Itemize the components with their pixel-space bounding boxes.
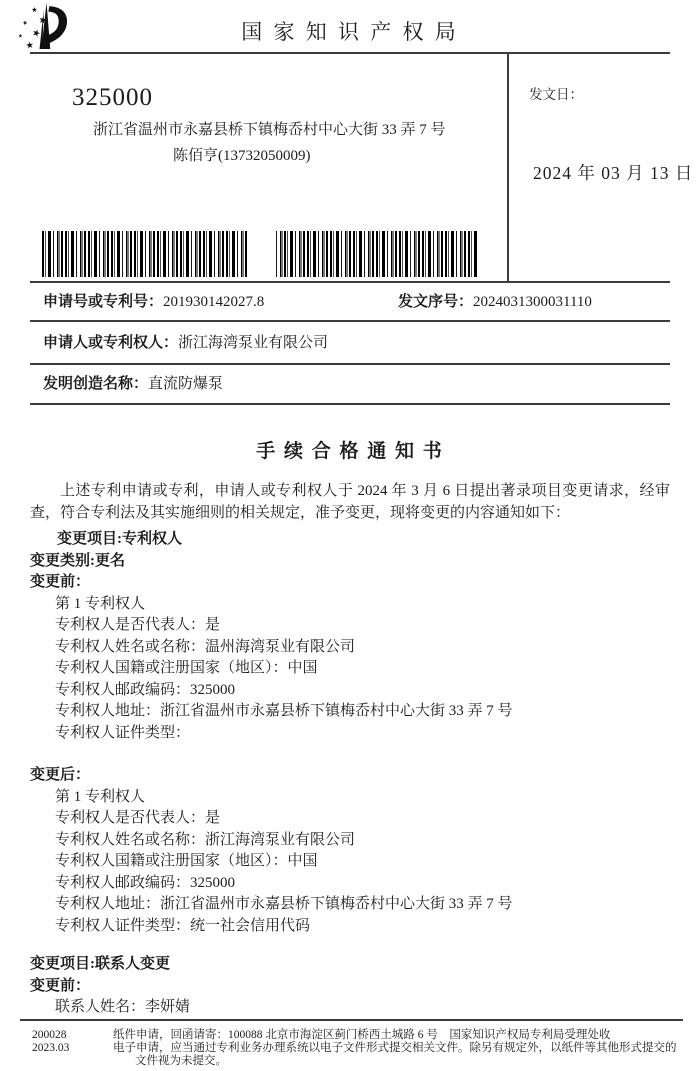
footer-note-line: 文件视为未提交。 <box>135 1055 227 1067</box>
agency-title: 国 家 知 识 产 权 局 <box>241 20 459 44</box>
recipient-postal-code: 325000 <box>72 84 153 111</box>
after-line: 专利权人姓名或名称：浙江海湾泵业有限公司 <box>55 831 356 848</box>
change-category-label: 变更类别:更名 <box>30 552 125 569</box>
after-line: 专利权人证件类型：统一社会信用代码 <box>55 917 311 934</box>
form-code: 200028 <box>32 1029 67 1041</box>
after-line: 第 1 专利权人 <box>55 788 146 805</box>
before-line: 专利权人姓名或名称：温州海湾泵业有限公司 <box>55 638 356 655</box>
notice-info-table <box>30 52 694 405</box>
form-code-block <box>20 1029 113 1068</box>
serial-number-value: 2024031300031110 <box>473 294 592 310</box>
invention-title-label: 发明创造名称： <box>43 376 149 392</box>
change-before-label: 变更前： <box>30 574 91 590</box>
change-item-2-label: 变更项目:联系人变更 <box>30 956 170 972</box>
recipient-address: 浙江省温州市永嘉县桥下镇梅岙村中心大街 33 弄 7 号 <box>93 122 446 138</box>
application-number-row <box>30 283 670 322</box>
contact-before-line: 联系人姓名：李妍婧 <box>55 999 191 1015</box>
recipient-block <box>30 54 507 281</box>
footer-note-line: 电子申请，应当通过专利业务办理系统以电子文件形式提交相关文件。除另有规定外，以纸件等其他形式提交的 <box>113 1042 677 1054</box>
contact-before-list <box>30 997 670 1019</box>
after-line: 专利权人地址：浙江省温州市永嘉县桥下镇梅岙村中心大街 33 弄 7 号 <box>55 896 513 912</box>
form-version: 2023.03 <box>32 1042 70 1054</box>
before-line: 专利权人证件类型： <box>55 724 191 741</box>
applicant-value: 浙江海湾泵业有限公司 <box>178 335 329 351</box>
before-line: 专利权人邮政编码：325000 <box>55 681 236 698</box>
after-line: 专利权人国籍或注册国家（地区）：中国 <box>55 853 318 869</box>
footer-notes <box>113 1029 683 1068</box>
barcode-right <box>275 231 478 277</box>
applicant-label: 申请人或专利权人： <box>43 335 179 351</box>
recipient-and-date-row <box>30 54 694 283</box>
applicant-row <box>30 322 670 365</box>
dispatch-date-value: 2024 年 03 月 13 日 <box>533 163 694 183</box>
before-line: 专利权人是否代表人：是 <box>55 617 221 633</box>
before-line: 专利权人国籍或注册国家（地区）：中国 <box>55 660 318 676</box>
notice-body-paragraph: 上述专利申请或专利，申请人或专利权人于 2024 年 3 月 6 日提出著录项目变更请求，经审查，符合专利法及其实施细则的相关规定，准予变更，现将变更的内容通知如下： <box>30 483 670 521</box>
cnipa-logo <box>12 2 68 54</box>
application-number-label: 申请号或专利号： <box>43 294 164 310</box>
recipient-name-phone: 陈佰亨(13732050009) <box>173 148 311 164</box>
invention-title-value: 直流防爆泵 <box>148 376 224 392</box>
after-line: 专利权人邮政编码：325000 <box>55 874 236 891</box>
dispatch-date-box <box>507 54 694 281</box>
before-change-list <box>30 594 670 745</box>
footer-note-line: 纸件申请，回函请寄：100088 北京市海淀区蓟门桥西土城路 6 号 国家知识产权局专利局受理处收 <box>113 1029 611 1041</box>
application-number-value: 201930142027.8 <box>163 294 265 310</box>
barcode-left <box>42 231 247 277</box>
before-line: 第 1 专利权人 <box>55 595 146 612</box>
after-change-list <box>30 787 670 938</box>
serial-number-label: 发文序号： <box>398 294 474 310</box>
invention-title-row <box>30 365 670 405</box>
after-line: 专利权人是否代表人：是 <box>55 810 221 826</box>
change-item-1-label: 变更项目:专利权人 <box>57 531 182 547</box>
notice-title: 手 续 合 格 通 知 书 <box>256 441 444 462</box>
contact-before-label: 变更前： <box>30 977 91 994</box>
change-after-label: 变更后： <box>30 767 91 783</box>
changes-section <box>30 529 670 1019</box>
document-header <box>0 0 700 52</box>
document-footer <box>20 1019 683 1068</box>
before-line: 专利权人地址：浙江省温州市永嘉县桥下镇梅岙村中心大街 33 弄 7 号 <box>55 703 513 719</box>
dispatch-date-label: 发文日： <box>529 87 583 102</box>
